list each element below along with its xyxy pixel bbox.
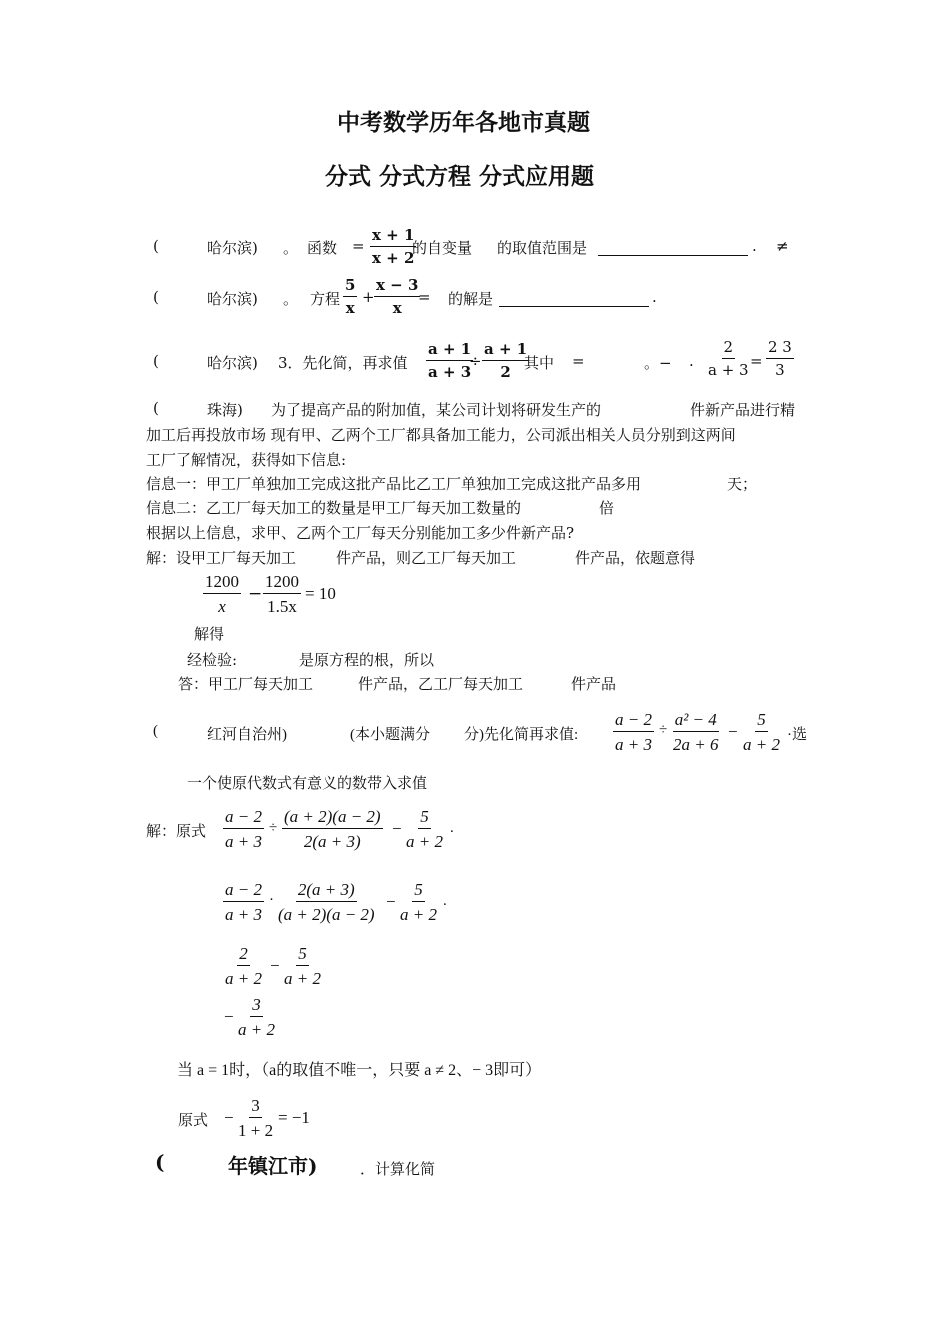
- q5-s1-f3-den: a + 2: [406, 832, 443, 851]
- q5-f1-num: a − 2: [613, 711, 654, 732]
- q5-final-lead: 原式: [178, 1113, 209, 1129]
- q4-ans-a: 答：甲工厂每天加工: [178, 675, 314, 693]
- q4-check-b: 是原方程的根，所以: [299, 651, 435, 669]
- q5-s3-f1-den: a + 2: [225, 969, 262, 988]
- q5-s1-fraction-3: [404, 808, 445, 850]
- q5-tail: ·选: [787, 727, 807, 743]
- q5-s4-fraction: [236, 996, 277, 1038]
- q2-eq: =: [418, 288, 431, 306]
- q5-s2-f1-num: a − 2: [223, 881, 264, 902]
- q1-eq: =: [352, 237, 365, 255]
- q5-score-a: (本小题满分: [350, 727, 430, 743]
- q5-fraction-1: [613, 711, 654, 753]
- q1-tail: 的自变量: [412, 239, 473, 257]
- q1-answer-blank[interactable]: [598, 255, 748, 256]
- q5-score-b: 分)先化简再求值:: [464, 727, 579, 743]
- q1-lead: 函数: [307, 239, 338, 257]
- q5-s2-end: .: [443, 893, 447, 909]
- q3-f1-num: a + 1: [426, 342, 473, 361]
- q5-s2-fraction-1: [223, 881, 264, 923]
- q5-s3-f2-den: a + 2: [284, 969, 321, 988]
- q5-paren: (: [153, 723, 158, 739]
- q4-sol-a: 解：设甲工厂每天加工: [146, 549, 297, 567]
- q1-frac-den: x + 2: [372, 249, 415, 267]
- q4-sol-b: 件产品，则乙工厂每天加工: [336, 549, 517, 567]
- q1-frac-num: x + 1: [370, 228, 416, 247]
- q1-paren: (: [153, 237, 159, 255]
- q6-source: 年镇江市): [228, 1154, 318, 1178]
- q1-answer-mark: ≠: [776, 237, 789, 255]
- q5-s1-fraction-1: [223, 808, 264, 850]
- q2-answer-blank[interactable]: [499, 306, 649, 307]
- q2-tail: 的解是: [448, 290, 494, 308]
- q1-period: .: [752, 237, 757, 255]
- q4-eq-rhs: = 10: [305, 584, 336, 603]
- q4-eq-f1-num: 1200: [203, 573, 241, 594]
- q3-eq2: =: [750, 352, 763, 370]
- q5-s1-end: .: [450, 820, 454, 836]
- q5-final-fraction: [236, 1097, 275, 1139]
- q3-paren: (: [153, 352, 159, 370]
- q5-s2-fraction-3: [398, 881, 439, 923]
- q5-f3-num: 5: [755, 711, 768, 732]
- q3-f2-den: 2: [500, 363, 511, 381]
- q4-ans-c: 件产品: [571, 675, 617, 693]
- q3-fraction-b: [766, 340, 794, 378]
- q5-s2-f1-den: a + 3: [225, 905, 262, 924]
- q2-fraction-2: [374, 278, 420, 316]
- q4-paren: (: [153, 399, 159, 417]
- q3-lead: 3．先化简，再求值: [278, 354, 408, 372]
- q4-eq-fraction-1: [203, 573, 241, 615]
- q5-final-den: 1 + 2: [238, 1121, 274, 1140]
- q2-plus: +: [362, 288, 375, 306]
- q3-div: ÷: [469, 352, 482, 370]
- q5-sol-lead: 解：原式: [146, 824, 207, 840]
- q5-s1-f1-num: a − 2: [223, 808, 264, 829]
- q3-a-den: a + 3: [708, 361, 749, 379]
- q5-s1-f2-den: 2(a + 3): [303, 832, 361, 851]
- q5-s3-fraction-1: [223, 945, 264, 987]
- q3-a-num: 2: [722, 340, 736, 359]
- q5-s4-num: 3: [250, 996, 263, 1017]
- q5-final-num: 3: [249, 1097, 262, 1118]
- q4-solved: 解得: [194, 625, 225, 643]
- q4-source: 珠海): [207, 401, 243, 419]
- q5-f2-num: a² − 4: [673, 711, 719, 732]
- q5-line2: 一个使原代数式有意义的数带入求值: [187, 776, 428, 792]
- q5-s3-f1-num: 2: [237, 945, 250, 966]
- q3-dot2: .: [689, 352, 694, 370]
- q4-eq-fraction-2: [263, 573, 301, 615]
- q5-fraction-2: [671, 711, 720, 753]
- q5-f2-den: 2a + 6: [673, 735, 719, 754]
- q2-f1-num: 5: [343, 278, 357, 297]
- q2-lead: 方程: [310, 290, 341, 308]
- q5-s1-div: ÷: [269, 820, 278, 836]
- q4-eq-f2-den: 1.5x: [267, 597, 297, 616]
- q5-s2-f3-den: a + 2: [400, 905, 437, 924]
- q4-ans-b: 件产品，乙工厂每天加工: [358, 675, 524, 693]
- q2-f2-den: x: [392, 299, 402, 317]
- q5-source: 红河自治州): [207, 727, 287, 743]
- q1-fraction: [370, 228, 416, 266]
- q3-eq: =: [572, 352, 585, 370]
- q3-fraction-a: [706, 340, 751, 378]
- q4-line1a: 为了提高产品的附加值，某公司计划将研发生产的: [271, 401, 602, 419]
- q5-s2-fraction-2: [276, 881, 377, 923]
- q3-f1-den: a + 3: [428, 363, 472, 381]
- q4-line3: 工厂了解情况，获得如下信息:: [146, 451, 347, 469]
- q3-f2-num: a + 1: [482, 342, 529, 361]
- q4-info2a: 信息二：乙工厂每天加工的数量是甲工厂每天加工数量的: [146, 499, 522, 517]
- q5-minus: −: [728, 722, 738, 741]
- q5-div: ÷: [659, 722, 668, 738]
- q3-b-num: 2 3: [766, 340, 794, 359]
- q2-period: .: [652, 288, 657, 306]
- q4-sol-c: 件产品，依题意得: [575, 549, 696, 567]
- q5-s3-f2-num: 5: [296, 945, 309, 966]
- q4-check-a: 经检验:: [187, 651, 238, 669]
- q2-f2-num: x − 3: [374, 278, 420, 297]
- q5-s2-minus: −: [386, 892, 396, 911]
- q1-source: 哈尔滨): [207, 239, 258, 257]
- q5-when: 当 a = 1时，（a的取值不唯一，只要 a ≠ 2、− 3即可）: [177, 1062, 542, 1079]
- q2-dot: 。: [283, 290, 299, 308]
- q6-paren: (: [155, 1150, 165, 1174]
- q5-s2-dot: ·: [269, 892, 274, 908]
- q5-s2-f2-den: (a + 2)(a − 2): [278, 905, 375, 924]
- q3-fraction-2: [482, 342, 529, 380]
- q5-s1-f2-num: (a + 2)(a − 2): [282, 808, 383, 829]
- q4-eq-f1-den: x: [218, 597, 226, 616]
- q2-f1-den: x: [345, 299, 355, 317]
- q5-s1-fraction-2: [282, 808, 383, 850]
- q1-tail2: 的取值范围是: [497, 239, 588, 257]
- q3-dot: 。−: [644, 354, 672, 372]
- q2-fraction-1: [343, 278, 357, 316]
- q4-line2: 加工后再投放市场 现有甲、乙两个工厂都具备加工能力，公司派出相关人员分别到这两间: [146, 426, 736, 444]
- q4-line1b: 件新产品进行精: [690, 401, 796, 419]
- q5-fraction-3: [741, 711, 782, 753]
- q3-where: 其中: [524, 354, 555, 372]
- page-title: 中考数学历年各地市真题: [337, 109, 590, 136]
- q4-ask: 根据以上信息，求甲、乙两个工厂每天分别能加工多少件新产品?: [146, 524, 575, 542]
- q5-final-minus: −: [224, 1108, 234, 1127]
- q5-f3-den: a + 2: [743, 735, 780, 754]
- q5-s2-f2-num: 2(a + 3): [296, 881, 357, 902]
- q4-eq-f2-num: 1200: [263, 573, 301, 594]
- q6-tail: ．计算化简: [360, 1160, 436, 1178]
- q4-eq-minus: −: [248, 584, 263, 604]
- q4-info1b: 天；: [727, 475, 758, 493]
- q5-s1-f3-num: 5: [418, 808, 431, 829]
- q2-source: 哈尔滨): [207, 290, 258, 308]
- q5-s4-minus: −: [224, 1007, 234, 1026]
- q5-s3-fraction-2: [282, 945, 323, 987]
- q5-s1-f1-den: a + 3: [225, 832, 262, 851]
- q3-fraction-1: [426, 342, 473, 380]
- q5-s4-den: a + 2: [238, 1020, 275, 1039]
- q2-paren: (: [153, 288, 159, 306]
- q5-s2-f3-num: 5: [412, 881, 425, 902]
- q3-b-den: 3: [775, 361, 785, 379]
- q5-f1-den: a + 3: [615, 735, 652, 754]
- q1-dot: 。: [283, 239, 299, 257]
- q5-s3-minus: −: [270, 956, 280, 975]
- q4-info2b: 倍: [599, 499, 615, 517]
- q4-info1a: 信息一：甲工厂单独加工完成这批产品比乙工厂单独加工完成这批产品多用: [146, 475, 642, 493]
- q3-source: 哈尔滨): [207, 354, 258, 372]
- q5-s1-minus: −: [392, 819, 402, 838]
- q5-final-rhs: = −1: [278, 1108, 310, 1127]
- page-subtitle: 分式 分式方程 分式应用题: [325, 163, 595, 190]
